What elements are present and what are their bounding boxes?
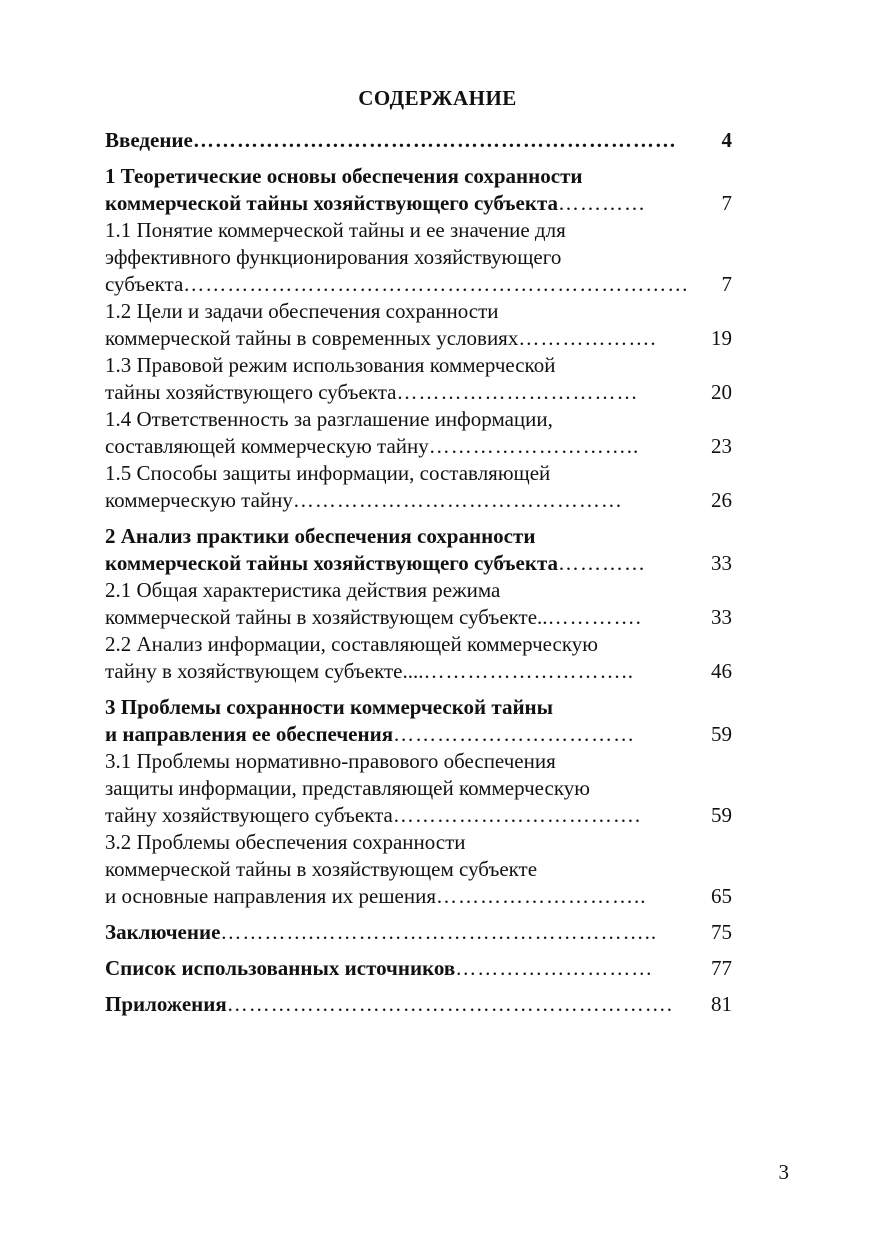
toc-entry-section-1-1[interactable] [105, 217, 732, 298]
toc-leader-dots: ………………. [518, 326, 657, 350]
toc-page-number: 77 [711, 956, 732, 980]
toc-entry-text: 2.1 Общая характеристика действия режима [105, 578, 501, 602]
table-of-contents [105, 127, 732, 1018]
toc-entry-text: Приложения [105, 992, 227, 1016]
toc-leader-dots: ……………………………………… [292, 488, 623, 512]
toc-entry-text: и направления ее обеспечения [105, 722, 394, 746]
toc-leader-dots: ……………………………………………………. [226, 992, 673, 1016]
toc-entry-text: 1.3 Правовой режим использования коммерческой [105, 353, 556, 377]
toc-entry-section-2-2[interactable] [105, 631, 732, 685]
toc-leader-dots: …………. [547, 605, 642, 629]
page-number: 3 [778, 1160, 789, 1184]
toc-leader-dots: …………………………… [396, 380, 639, 404]
toc-entry-text: 1.2 Цели и задачи обеспечения сохранности [105, 299, 499, 323]
toc-entry-text: защиты информации, представляющей коммерческую [105, 776, 590, 800]
toc-leader-dots: ……………………….. [428, 434, 640, 458]
toc-page-number: 81 [711, 992, 732, 1016]
toc-entry-text: 1.5 Способы защиты информации, составляющей [105, 461, 551, 485]
toc-entry-text: коммерческую тайну [105, 488, 293, 512]
toc-page-number: 75 [711, 920, 732, 944]
toc-entry-text: тайны хозяйствующего субъекта [105, 380, 397, 404]
toc-page-number: 20 [711, 380, 732, 404]
toc-page-number: 26 [711, 488, 732, 512]
toc-entry-section-2-1[interactable] [105, 577, 732, 631]
toc-entry-text: Список использованных источников [105, 956, 456, 980]
toc-entry-section-3-2[interactable] [105, 829, 732, 910]
toc-entry-section-1-5[interactable] [105, 460, 732, 514]
toc-entry-section-1-4[interactable] [105, 406, 732, 460]
toc-leader-dots: ………… [558, 551, 647, 575]
toc-entry-conclusion[interactable] [105, 919, 732, 946]
toc-entry-chapter-2[interactable] [105, 523, 732, 577]
toc-entry-text: эффективного функционирования хозяйствующего [105, 245, 562, 269]
toc-entry-text: коммерческой тайны хозяйствующего субъекта [105, 551, 559, 575]
toc-page-number: 7 [721, 191, 732, 215]
toc-entry-appendices[interactable] [105, 991, 732, 1018]
toc-page-number: 33 [711, 551, 732, 575]
toc-entry-text: Введение [105, 128, 193, 152]
toc-entry-text: субъекта [105, 272, 184, 296]
toc-entry-section-1-2[interactable] [105, 298, 732, 352]
toc-page-number: 65 [711, 884, 732, 908]
toc-entry-text: и основные направления их решения [105, 884, 437, 908]
toc-entry-text: 3.1 Проблемы нормативно-правового обеспечения [105, 749, 556, 773]
toc-entry-text: 2.2 Анализ информации, составляющей коммерческую [105, 632, 598, 656]
toc-entry-text: коммерческой тайны в современных условиях [105, 326, 519, 350]
toc-entry-text: 3 Проблемы сохранности коммерческой тайны [105, 695, 554, 719]
toc-entry-text: 2 Анализ практики обеспечения сохранности [105, 524, 536, 548]
toc-leader-dots: ……………………… [455, 956, 654, 980]
toc-entry-text: 1 Теоретические основы обеспечения сохранности [105, 164, 583, 188]
toc-page-number: 33 [711, 605, 732, 629]
toc-entry-chapter-1[interactable] [105, 163, 732, 217]
toc-page-number: 23 [711, 434, 732, 458]
toc-page-number: 59 [711, 722, 732, 746]
toc-leader-dots: ………… [558, 191, 647, 215]
toc-entry-text: 1.4 Ответственность за разглашение информации, [105, 407, 553, 431]
toc-entry-text: составляющей коммерческую тайну [105, 434, 429, 458]
toc-page-number: 4 [721, 128, 732, 152]
toc-leader-dots: …………………………………………………………… [183, 272, 690, 296]
toc-entry-text: коммерческой тайны в хозяйствующем субъекте.. [105, 605, 548, 629]
toc-page-number: 46 [711, 659, 732, 683]
toc-page-number: 19 [711, 326, 732, 350]
toc-entry-text: тайну хозяйствующего субъекта [105, 803, 393, 827]
toc-page-number: 7 [721, 272, 732, 296]
toc-leader-dots: ……………………………. [392, 803, 642, 827]
toc-entry-text: коммерческой тайны хозяйствующего субъекта [105, 191, 559, 215]
toc-entry-text: 3.2 Проблемы обеспечения сохранности [105, 830, 466, 854]
toc-leader-dots: ……………………….. [423, 659, 634, 683]
toc-entry-text: 1.1 Понятие коммерческой тайны и ее значение для [105, 218, 566, 242]
toc-title: СОДЕРЖАНИЕ [358, 86, 517, 110]
toc-entry-text: коммерческой тайны в хозяйствующем субъекте [105, 857, 538, 881]
toc-entry-section-3-1[interactable] [105, 748, 732, 829]
toc-entry-text: тайну в хозяйствующем субъекте.... [105, 659, 424, 683]
toc-leader-dots: ……………………….. [436, 884, 647, 908]
toc-entry-section-1-3[interactable] [105, 352, 732, 406]
toc-leader-dots: ………………………………………………………… [192, 128, 677, 152]
toc-leader-dots: ………….……………………………………….. [220, 920, 658, 944]
toc-entry-references[interactable] [105, 955, 732, 982]
toc-entry-chapter-3[interactable] [105, 694, 732, 748]
toc-leader-dots: …………………………… [393, 722, 636, 746]
toc-page-number: 59 [711, 803, 732, 827]
toc-entry-introduction[interactable] [105, 127, 732, 154]
toc-entry-text: Заключение [105, 920, 221, 944]
